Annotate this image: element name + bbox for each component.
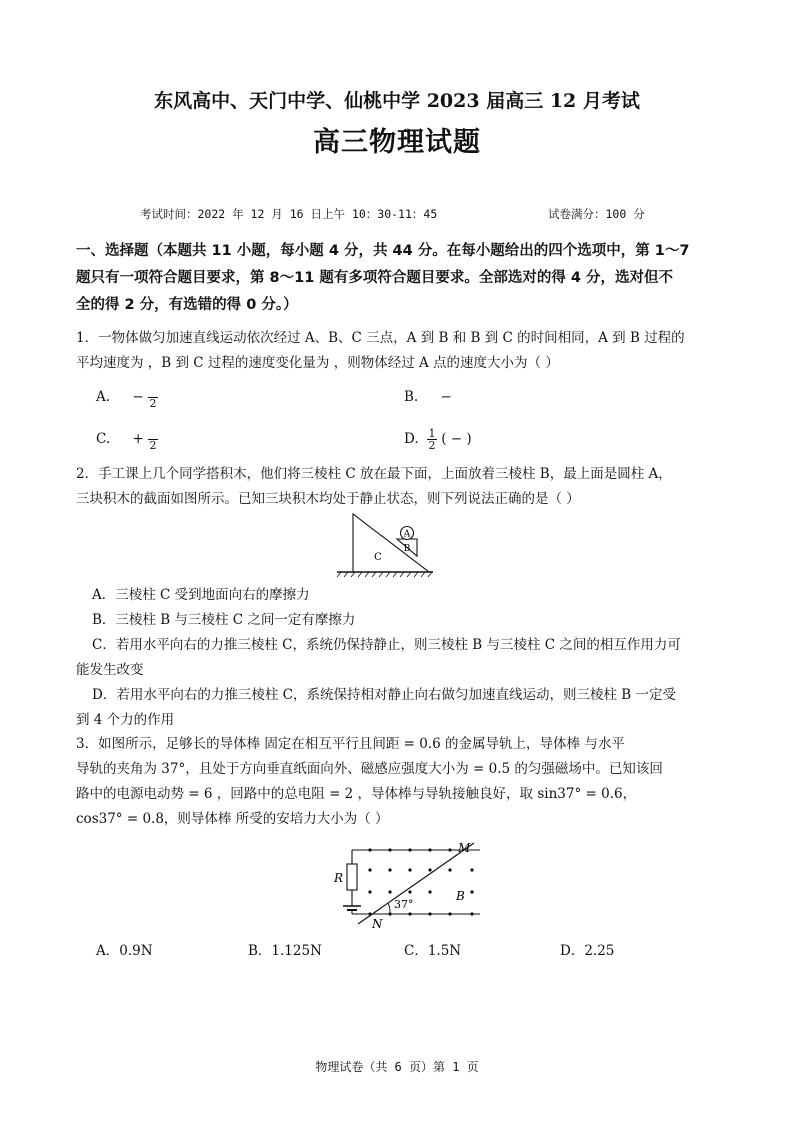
- angle-label: 37°: [394, 898, 414, 911]
- option-label: B.: [404, 389, 419, 405]
- option-sign: −: [132, 389, 144, 405]
- fraction: [427, 428, 437, 451]
- circuit-figure: [330, 838, 490, 930]
- option-paren: ( − ): [441, 431, 472, 447]
- q2-option-c: C．若用水平向右的力推三棱柱 C，系统仍保持静止，则三棱柱 B 与三棱柱 C 之间的相互作用力可: [92, 637, 681, 653]
- q2-option-b: B．三棱柱 B 与三棱柱 C 之间一定有摩擦力: [92, 612, 356, 628]
- fraction: [148, 428, 158, 451]
- fraction-numerator: 1: [428, 427, 436, 440]
- page-title: 高三物理试题: [313, 127, 481, 158]
- q2-options: [76, 583, 742, 733]
- prism-c: [353, 514, 429, 572]
- q1-option-d: [404, 428, 472, 451]
- page-footer: 物理试卷（共 6 页）第 1 页: [315, 1060, 479, 1074]
- resistor: [347, 864, 357, 890]
- blocks-figure: [335, 510, 435, 580]
- question-line: 三块积木的截面如图所示。已知三块积木均处于静止状态，则下列说法正确的是（ ）: [76, 491, 580, 507]
- question-line: 路中的电源电动势 = 6 ，回路中的总电阻 = 2 ，导体棒与导轨接触良好，取 sin37° = 0.6，: [76, 786, 637, 802]
- angle-arc: [388, 903, 390, 914]
- q1-option-b: [404, 386, 452, 408]
- q1-option-a: [96, 386, 158, 409]
- exam-time: 考试时间：2022 年 12 月 16 日上午 10：30-11：45: [140, 207, 438, 221]
- option-sign: +: [132, 431, 144, 447]
- label-b-field: B: [456, 889, 465, 903]
- question-line: 导轨的夹角为 37°，且处于方向垂直纸面向外、磁感应强度大小为 = 0.5 的匀强磁场中。已知该回: [76, 761, 663, 777]
- question-3-stem: [76, 732, 726, 832]
- question-line: 2．手工课上几个同学搭积木，他们将三棱柱 C 放在最下面，上面放着三棱柱 B，最上面是圆柱 A，: [76, 466, 672, 482]
- exam-title: 东风高中、天门中学、仙桃中学 2023 届高三 12 月考试: [154, 90, 640, 112]
- label-b: B: [403, 544, 411, 554]
- section-heading: [76, 238, 726, 319]
- q1-option-c: [96, 428, 158, 451]
- question-2-stem: [76, 462, 726, 512]
- fraction-denominator: 2: [149, 397, 157, 410]
- q3-option-c: C．1.5N: [404, 943, 462, 959]
- fraction-denominator: 2: [428, 439, 436, 452]
- fraction: [148, 386, 158, 409]
- q3-option-a: A．0.9N: [96, 943, 153, 959]
- full-score: 试卷满分：100 分: [548, 207, 645, 221]
- q3-option-d: D．2.25: [560, 943, 615, 959]
- section-heading-line: 题只有一项符合题目要求，第 8～11 题有多项符合题目要求。全部选对的得 4 分，选对但不: [76, 270, 674, 286]
- question-line: 1．一物体做匀加速直线运动依次经过 A、B、C 三点，A 到 B 和 B 到 C 的时间相同，A 到 B 过程的: [76, 330, 685, 346]
- option-label: A.: [96, 389, 111, 405]
- label-r: R: [334, 871, 344, 885]
- q2-option-a: A．三棱柱 C 受到地面向右的摩擦力: [92, 587, 310, 603]
- label-c: C: [374, 552, 382, 563]
- label-m: M: [458, 841, 471, 855]
- label-n: N: [372, 917, 383, 930]
- question-1-stem: [76, 326, 726, 376]
- label-a: A: [403, 529, 411, 540]
- question-line: 3．如图所示，足够长的导体棒 固定在相互平行且间距 = 0.6 的金属导轨上，导体棒 与水平: [76, 736, 625, 752]
- q3-option-b: B．1.125N: [248, 943, 322, 959]
- ground-hatch: [337, 572, 432, 577]
- fraction-denominator: 2: [149, 439, 157, 452]
- option-label: C.: [96, 431, 111, 447]
- section-heading-line: 一、选择题（本题共 11 小题，每小题 4 分，共 44 分。在每小题给出的四个选项中，第 1～7: [76, 243, 690, 259]
- option-sign: −: [440, 389, 452, 405]
- q2-option-d-cont: 到 4 个力的作用: [76, 712, 175, 728]
- q2-option-c-cont: 能发生改变: [76, 662, 144, 678]
- option-label: D.: [404, 431, 419, 447]
- q2-option-d: D．若用水平向右的力推三棱柱 C，系统保持相对静止向右做匀加速直线运动，则三棱柱 B 一定受: [92, 687, 676, 703]
- conductor-rod: [358, 843, 474, 924]
- question-line: 平均速度为 ，B 到 C 过程的速度变化量为 ，则物体经过 A 点的速度大小为（ ）: [76, 355, 559, 371]
- question-line: cos37° = 0.8，则导体棒 所受的安培力大小为（ ）: [76, 811, 389, 827]
- section-heading-line: 全的得 2 分，有选错的得 0 分。）: [76, 297, 298, 313]
